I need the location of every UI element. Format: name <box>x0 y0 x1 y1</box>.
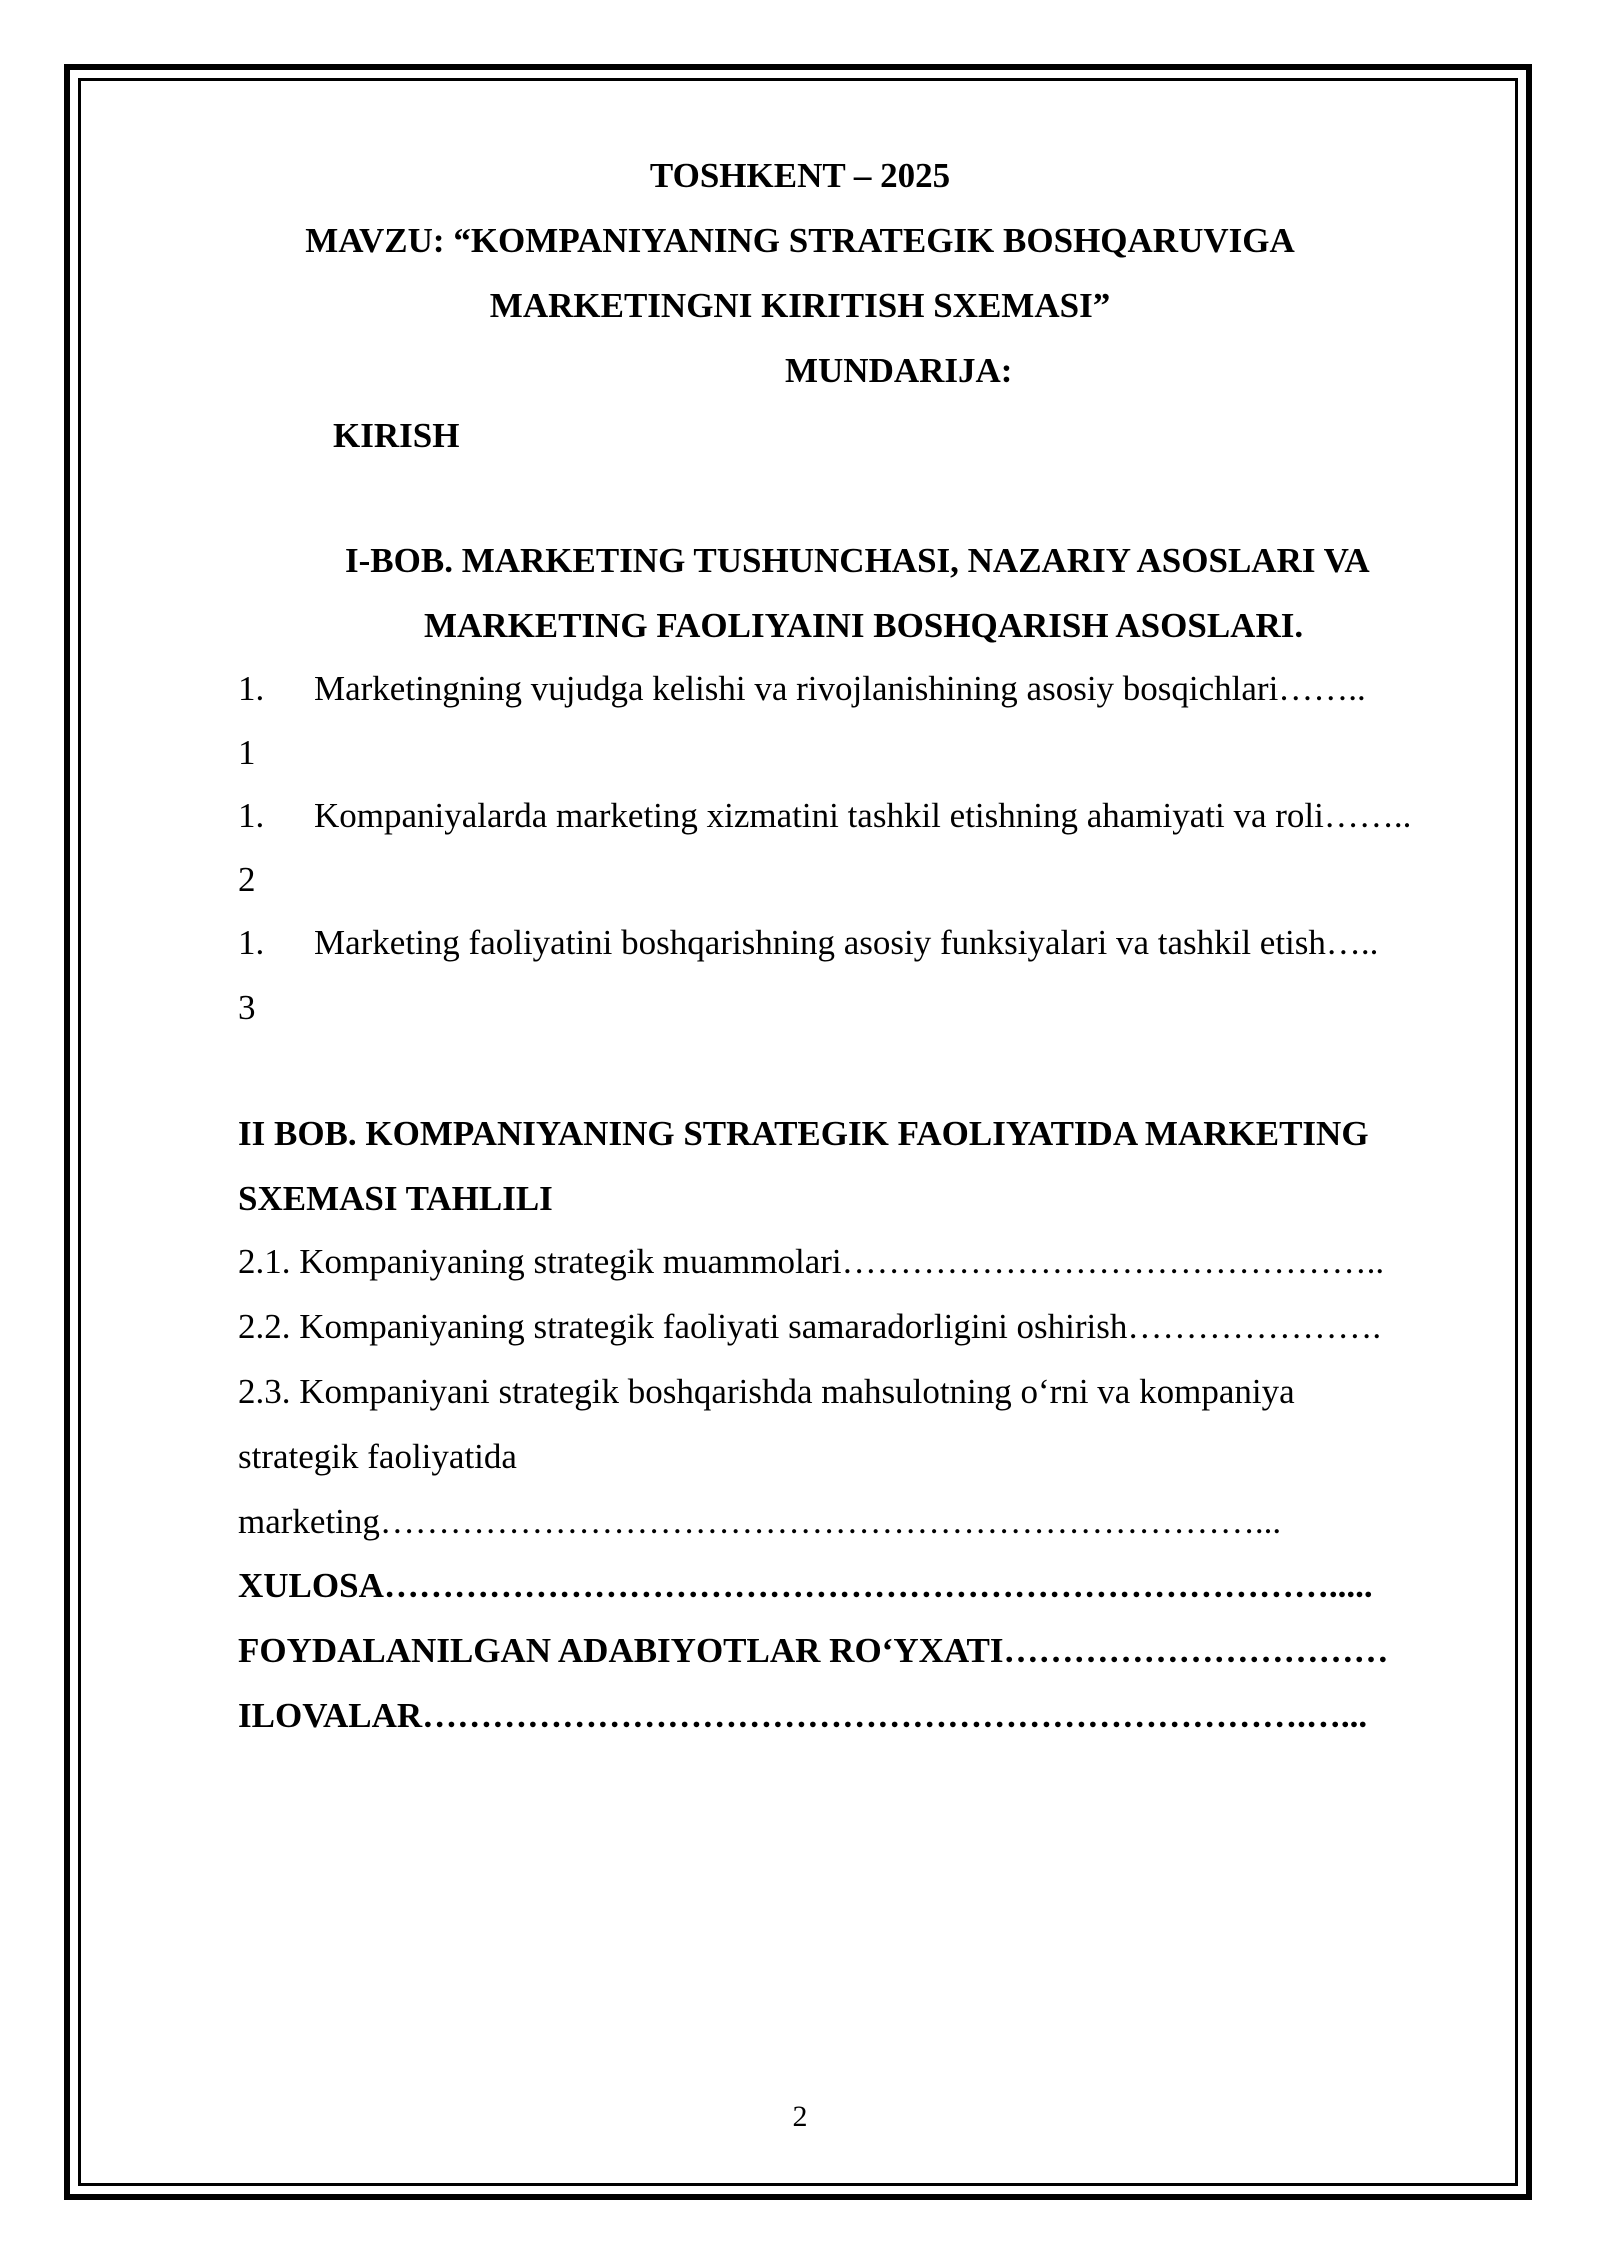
chapter1-title-line-2: MARKETING FAOLIYAINI BOSHQARISH ASOSLARI. <box>424 606 1304 645</box>
chapter2-title-line-1: II BOB. KOMPANIYANING STRATEGIK FAOLIYATIDA MARKETING <box>238 1114 1369 1153</box>
toc-item[interactable]: 2.3. Kompaniyani strategik boshqarishda mahsulotning o‘rni va kompaniya <box>238 1372 1295 1411</box>
city-year: TOSHKENT – 2025 <box>649 156 951 195</box>
chapter1-title-line-1: I-BOB. MARKETING TUSHUNCHASI, NAZARIY ASOSLARI VA <box>345 541 1370 580</box>
toc-item[interactable]: 2.1. Kompaniyaning strategik muammolari……………………………………….. <box>238 1242 1385 1281</box>
intro-heading: KIRISH <box>333 416 460 455</box>
toc-item[interactable]: Marketing faoliyatini boshqarishning asosiy funksiyalari va tashkil etish….. <box>314 923 1379 962</box>
conclusion-entry[interactable]: XULOSA………………………………………………………………………..... <box>238 1566 1373 1605</box>
contents-title: MUNDARIJA: <box>785 351 1013 390</box>
toc-item-number: 1. <box>238 669 265 708</box>
toc-item[interactable]: 2.2. Kompaniyaning strategik faoliyati samaradorligini oshirish…………………. <box>238 1307 1382 1346</box>
topic-line-1: MAVZU: “KOMPANIYANING STRATEGIK BOSHQARUVIGA <box>305 221 1295 260</box>
references-entry[interactable]: FOYDALANILGAN ADABIYOTLAR RO‘YXATI…………………………… <box>238 1631 1389 1670</box>
chapter2-title-line-2: SXEMASI TAHLILI <box>238 1179 553 1218</box>
topic-line-2: MARKETINGNI KIRITISH SXEMASI” <box>489 286 1111 325</box>
toc-item-page: 2 <box>238 860 256 899</box>
toc-item-page: 3 <box>238 988 256 1027</box>
toc-item[interactable]: Marketingning vujudga kelishi va rivojlanishining asosiy bosqichlari…….. <box>314 669 1366 708</box>
toc-item-page: 1 <box>238 733 256 772</box>
page-number: 2 <box>792 2100 808 2133</box>
appendices-entry[interactable]: ILOVALAR………………………………………………………………….…... <box>238 1696 1368 1735</box>
toc-item-number: 1. <box>238 796 265 835</box>
toc-item[interactable]: Kompaniyalarda marketing xizmatini tashkil etishning ahamiyati va roli…….. <box>314 796 1412 835</box>
toc-item-continuation: marketing…………………………………………………………………... <box>238 1502 1282 1541</box>
toc-item-continuation: strategik faoliyatida <box>238 1437 517 1476</box>
toc-item-number: 1. <box>238 923 265 962</box>
